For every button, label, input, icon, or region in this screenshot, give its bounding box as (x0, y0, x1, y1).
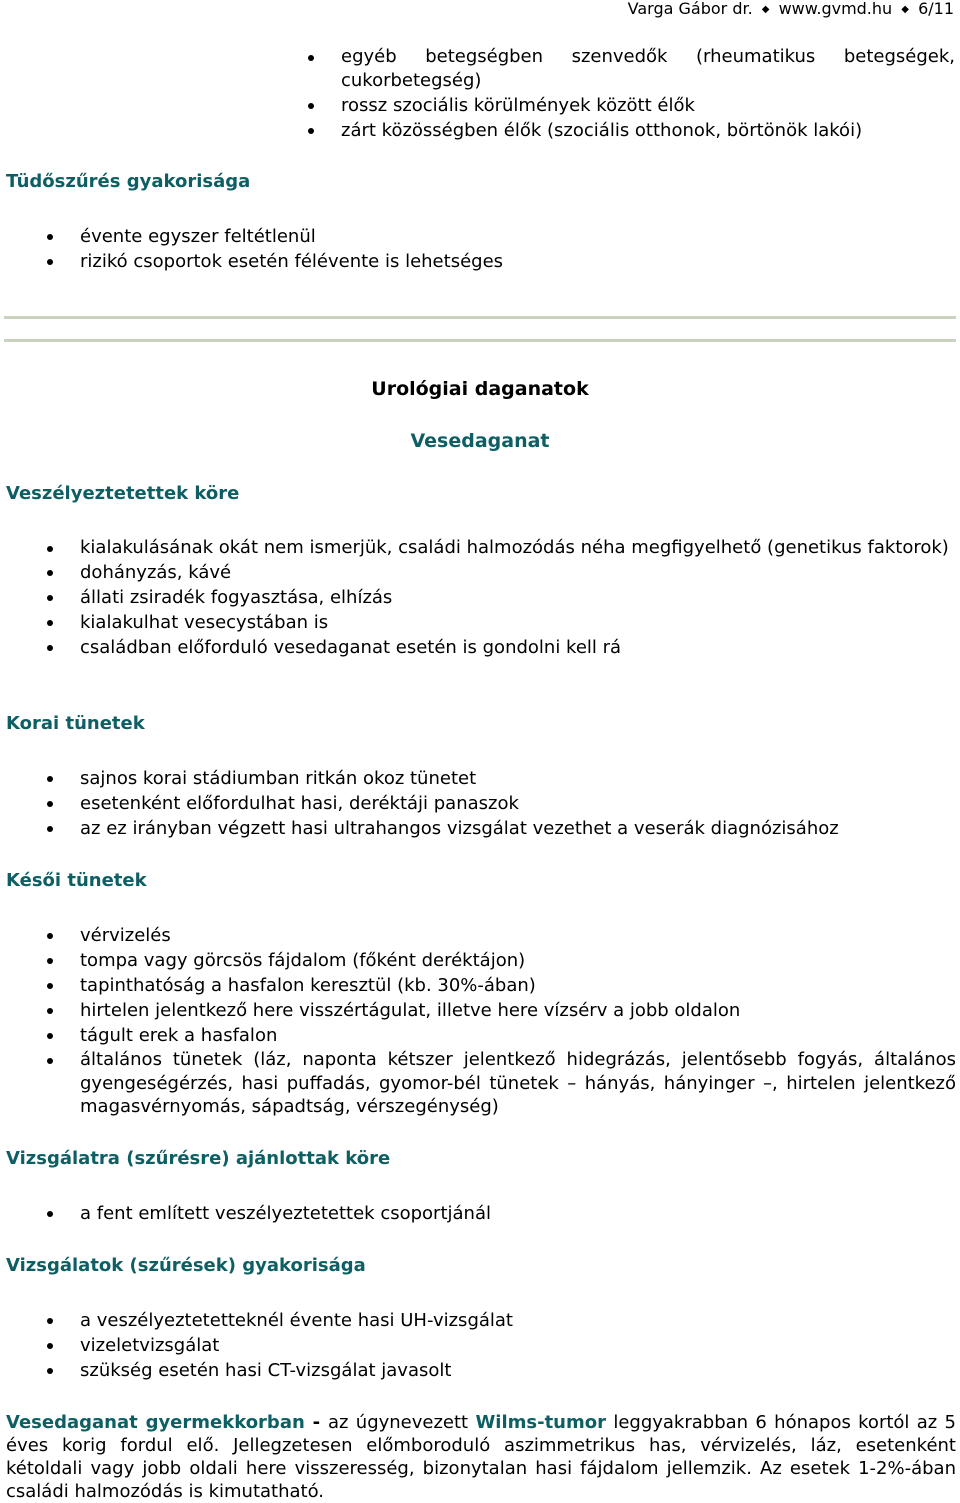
list-item: kialakulhat vesecystában is (80, 610, 956, 635)
section-divider (4, 316, 956, 342)
list-item: vizeletvizsgálat (80, 1333, 956, 1358)
bullet-icon (47, 259, 53, 265)
bullet-icon (47, 620, 53, 626)
heading-screening-group: Vizsgálatra (szűrésre) ajánlottak köre (6, 1148, 391, 1169)
bullet-icon (47, 1008, 53, 1014)
list-item: hirtelen jelentkező here visszértágulat, illetve here vízsérv a jobb oldalon (80, 998, 956, 1023)
bullet-icon (47, 1211, 53, 1217)
children-text: leggyakrabban 6 hónapos kortól az 5 éves korig fordul elő. Jellegzetesen előmboroduló aszimmetrikus has, vérvizelés, láz, esetenként kétoldali vagy jobb oldali here visszeresség, bizonytalan hasi fájdalom jellemzik. Az esetek 1-2%-ában családi halmozódás is kimutatható. (6, 1412, 956, 1502)
bullet-icon (47, 1343, 53, 1349)
screening-frequency-list (80, 1308, 956, 1383)
heading-late-symptoms: Késői tünetek (6, 870, 147, 891)
header-author: Varga Gábor dr. (627, 0, 753, 18)
bullet-icon (47, 234, 53, 240)
list-item: az ez irányban végzett hasi ultrahangos vizsgálat vezethet a veserák diagnózisához (80, 816, 956, 841)
screening-group-list (80, 1201, 956, 1226)
header-page-number: 6/11 (918, 0, 954, 18)
bullet-icon (47, 1318, 53, 1324)
bullet-icon (308, 55, 314, 61)
list-item: egyéb betegségben szenvedők (rheumatikus betegségek, cukorbetegség) (341, 45, 955, 93)
list-item: rizikó csoportok esetén félévente is lehetséges (80, 249, 956, 274)
risk-group-list (80, 536, 956, 660)
list-item: zárt közösségben élők (szociális otthonok, börtönök lakói) (341, 118, 955, 143)
page-header (628, 0, 954, 19)
wilms-tumor-term: Wilms-tumor (475, 1412, 606, 1433)
bullet-icon (47, 801, 53, 807)
subsection-title: Vesedaganat (410, 430, 550, 452)
bullet-icon (308, 103, 314, 109)
list-item: dohányzás, kávé (80, 560, 956, 585)
children-term: Vesedaganat gyermekkorban (6, 1412, 305, 1433)
list-item: kialakulásának okát nem ismerjük, családi halmozódás néha megfigyelhető (genetikus faktorok) (80, 536, 956, 560)
heading-screening-frequency: Vizsgálatok (szűrések) gyakorisága (6, 1255, 366, 1276)
tudo-frequency-list (80, 224, 956, 274)
bullet-icon (47, 983, 53, 989)
bullet-icon (47, 826, 53, 832)
children-lead: az úgynevezett (327, 1412, 476, 1433)
bullet-icon (47, 1058, 53, 1064)
bullet-icon (47, 958, 53, 964)
bullet-icon (47, 645, 53, 651)
children-paragraph (6, 1411, 956, 1503)
list-item: a fent említett veszélyeztetettek csoportjánál (80, 1201, 956, 1226)
list-item: családban előforduló vesedaganat esetén is gondolni kell rá (80, 635, 956, 660)
list-item: tágult erek a hasfalon (80, 1023, 956, 1048)
heading-tudo-frequency: Tüdőszűrés gyakorisága (6, 171, 251, 192)
heading-risk-group: Veszélyeztetettek köre (6, 483, 240, 504)
section-title: Urológiai daganatok (371, 378, 589, 400)
diamond-icon: ◆ (901, 4, 909, 15)
diamond-icon: ◆ (761, 4, 770, 15)
bullet-icon (47, 1033, 53, 1039)
list-item: szükség esetén hasi CT-vizsgálat javasolt (80, 1358, 956, 1383)
list-item: a veszélyeztetetteknél évente hasi UH-vizsgálat (80, 1308, 956, 1333)
intro-list (341, 45, 955, 143)
list-item: tapinthatóság a hasfalon keresztül (kb. 30%-ában) (80, 973, 956, 998)
bullet-icon (47, 570, 53, 576)
list-item: sajnos korai stádiumban ritkán okoz tünetet (80, 766, 956, 791)
late-symptoms-list (80, 923, 956, 1119)
list-item: állati zsiradék fogyasztása, elhízás (80, 585, 956, 610)
bullet-icon (47, 933, 53, 939)
bullet-icon (47, 776, 53, 782)
header-site: www.gvmd.hu (778, 0, 893, 18)
list-item: rossz szociális körülmények között élők (341, 93, 955, 118)
term-dash: - (304, 1412, 328, 1433)
list-item: általános tünetek (láz, naponta kétszer jelentkező hidegrázás, jelentősebb fogyás, általános gyengeségérzés, hasi puffadás, gyomor-bél tünetek – hányás, hányinger –, hirtelen jelentkező magasvérnyomás, sápadtság, vérszegénység) (80, 1048, 956, 1119)
list-item: évente egyszer feltétlenül (80, 224, 956, 249)
bullet-icon (47, 546, 53, 552)
heading-early-symptoms: Korai tünetek (6, 713, 145, 734)
bullet-icon (47, 1368, 53, 1374)
early-symptoms-list (80, 766, 956, 841)
bullet-icon (47, 595, 53, 601)
list-item: esetenként előfordulhat hasi, deréktáji panaszok (80, 791, 956, 816)
bullet-icon (308, 128, 314, 134)
list-item: vérvizelés (80, 923, 956, 948)
list-item: tompa vagy görcsös fájdalom (főként deréktájon) (80, 948, 956, 973)
